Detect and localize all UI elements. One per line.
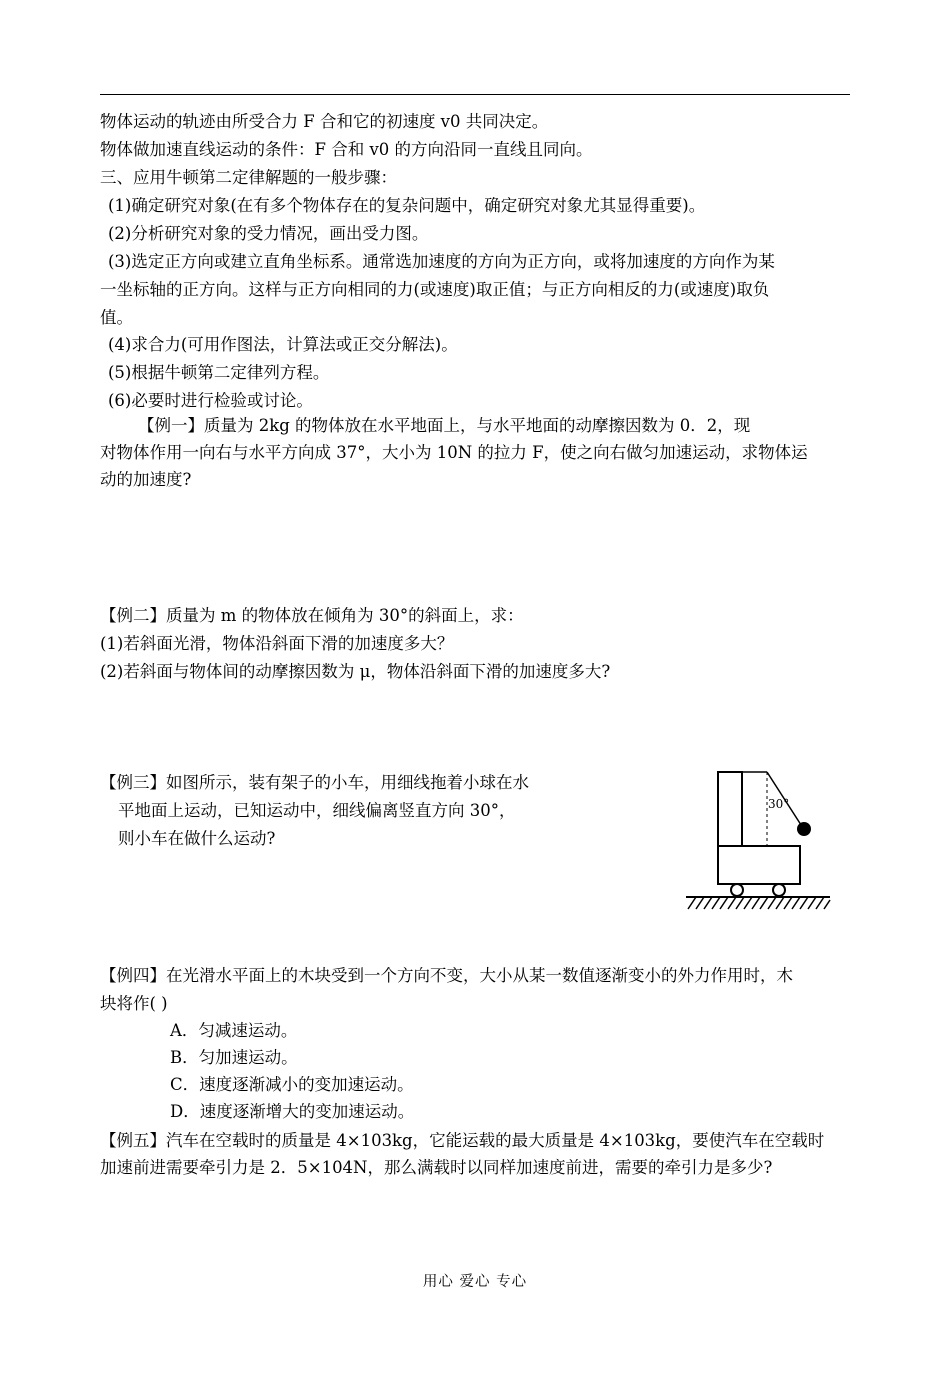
- option-d: D．速度逐渐增大的变加速运动。: [170, 1102, 415, 1121]
- step-3: (3)选定正方向或建立直角坐标系。通常选加速度的方向为正方向，或将加速度的方向作为某: [108, 252, 775, 271]
- angle-label: 30°: [768, 797, 790, 811]
- section-heading: 三、应用牛顿第二定律解题的一般步骤：: [100, 168, 397, 187]
- step-2: (2)分析研究对象的受力情况，画出受力图。: [108, 224, 429, 243]
- example-5: 【例五】汽车在空载时的质量是 4×103kg，它能运载的最大质量是 4×103kg，要使汽车在空载时: [100, 1131, 825, 1150]
- step-3-cont: 一坐标轴的正方向。这样与正方向相同的力(或速度)取正值；与正方向相反的力(或速度)取负: [100, 280, 770, 299]
- frame: [718, 772, 742, 846]
- example-5-cont: 加速前进需要牵引力是 2．5×104N，那么满载时以同样加速度前进，需要的牵引力是多少?: [100, 1158, 773, 1177]
- text-line: 物体运动的轨迹由所受合力 F 合和它的初速度 v0 共同决定。: [100, 112, 549, 131]
- cart-body: [718, 846, 800, 884]
- example-2-q1: (1)若斜面光滑，物体沿斜面下滑的加速度多大？: [100, 634, 454, 653]
- cart-pendulum-figure: [680, 766, 836, 916]
- wheel-left: [731, 884, 743, 896]
- option-a: A．匀减速运动。: [170, 1021, 298, 1040]
- example-4-cont: 块将作( ): [100, 994, 168, 1013]
- example-1: 【例一】质量为 2kg 的物体放在水平地面上，与水平地面的动摩擦因数为 0．2，现: [138, 416, 751, 435]
- option-c: C．速度逐渐减小的变加速运动。: [170, 1075, 414, 1094]
- example-4: 【例四】在光滑水平面上的木块受到一个方向不变，大小从某一数值逐渐变小的外力作用时，木: [100, 966, 793, 985]
- step-3-cont: 值。: [100, 308, 133, 327]
- example-1-cont: 对物体作用一向右与水平方向成 37°，大小为 10N 的拉力 F，使之向右做匀加速运动，求物体运: [100, 443, 808, 462]
- ground-hatching: [688, 897, 830, 909]
- ball: [797, 822, 811, 836]
- example-3: 【例三】如图所示，装有架子的小车，用细线拖着小球在水: [100, 773, 529, 792]
- text-line: 物体做加速直线运动的条件：F 合和 v0 的方向沿同一直线且同向。: [100, 140, 593, 159]
- example-3-cont: 则小车在做什么运动?: [118, 829, 276, 848]
- option-b: B．匀加速运动。: [170, 1048, 298, 1067]
- page-footer: 用心 爱心 专心: [422, 1274, 528, 1290]
- example-3-cont: 平地面上运动，已知运动中，细线偏离竖直方向 30°，: [118, 801, 516, 820]
- example-2-q2: (2)若斜面与物体间的动摩擦因数为 μ，物体沿斜面下滑的加速度多大?: [100, 662, 611, 681]
- step-1: (1)确定研究对象(在有多个物体存在的复杂问题中，确定研究对象尤其显得重要)。: [108, 196, 706, 215]
- example-2: 【例二】质量为 m 的物体放在倾角为 30°的斜面上，求：: [100, 606, 524, 625]
- step-4: (4)求合力(可用作图法，计算法或正交分解法)。: [108, 335, 458, 354]
- header-rule: [100, 94, 850, 95]
- step-5: (5)根据牛顿第二定律列方程。: [108, 363, 330, 382]
- wheel-right: [773, 884, 785, 896]
- example-1-cont: 动的加速度?: [100, 470, 192, 489]
- step-6: (6)必要时进行检验或讨论。: [108, 391, 313, 410]
